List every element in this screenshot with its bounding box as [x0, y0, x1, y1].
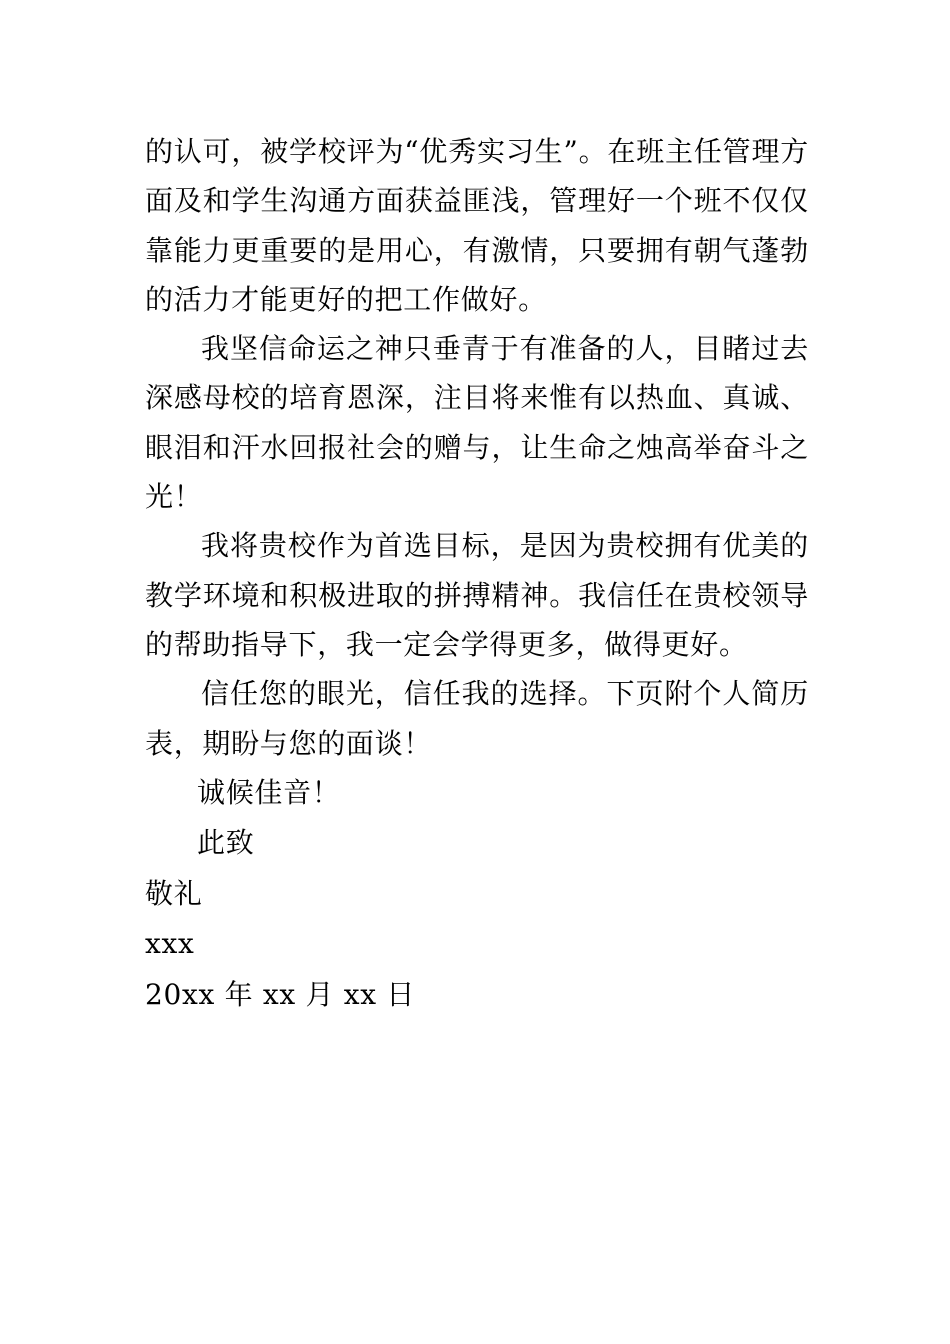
paragraph-belief: 我坚信命运之神只垂青于有准备的人，目睹过去深感母校的培育恩深，注目将来惟有以热血、真诚、眼泪和汗水回报社会的赠与，让生命之烛高举奋斗之光！ — [145, 332, 809, 514]
signature-name: xxx — [145, 927, 195, 961]
letter-body — [145, 127, 809, 1020]
closing-salutation-first: 此致 — [197, 826, 255, 860]
paragraph-trust: 信任您的眼光，信任我的选择。下页附个人简历表，期盼与您的面谈！ — [145, 677, 809, 760]
paragraph-recognition: 的认可，被学校评为“优秀实习生”。在班主任管理方面及和学生沟通方面获益匪浅，管理好一个班不仅仅靠能力更重要的是用心，有激情，只要拥有朝气蓬勃的活力才能更好的把工作做好。 — [145, 135, 809, 316]
closing-block — [145, 768, 809, 1021]
closing-wish: 诚候佳音！ — [197, 775, 341, 809]
paragraph-school-choice: 我将贵校作为首选目标，是因为贵校拥有优美的教学环境和积极进取的拼搏精神。我信任在贵校领导的帮助指导下，我一定会学得更多，做得更好。 — [145, 529, 809, 661]
signature-date: 20xx 年 xx 月 xx 日 — [145, 977, 416, 1011]
closing-salutation-second: 敬礼 — [145, 876, 203, 910]
